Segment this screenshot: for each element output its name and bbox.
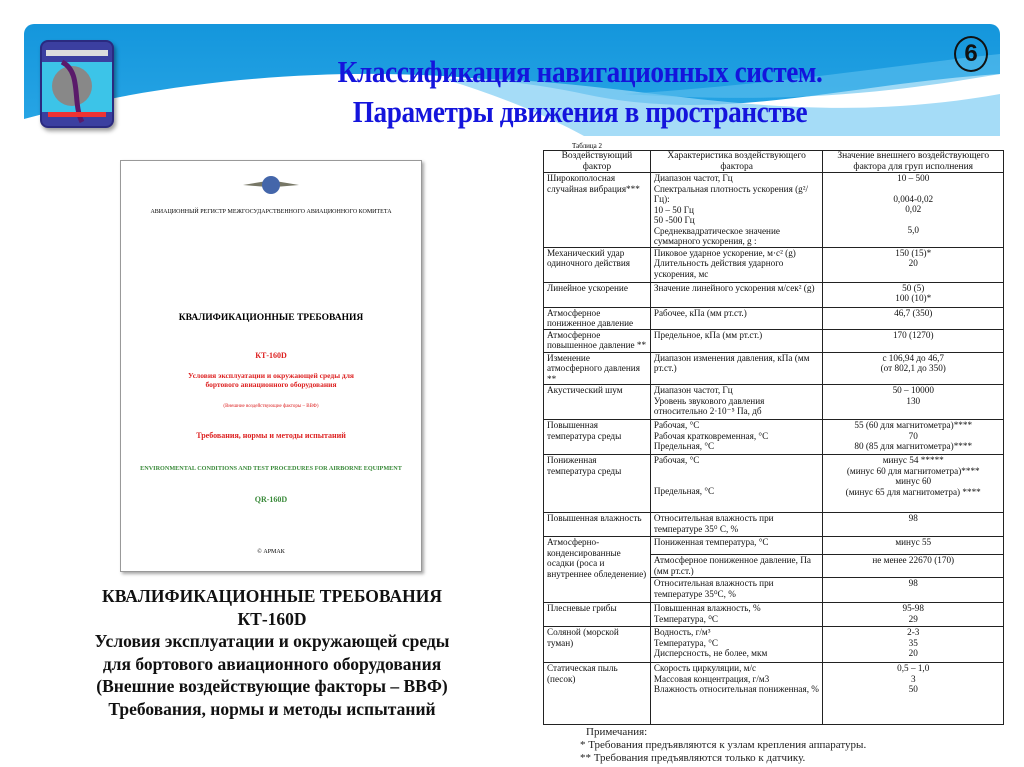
table-row <box>544 420 1004 455</box>
factor-cell: Повышенная температура среды <box>544 420 651 455</box>
value-cell-line: 98 <box>908 513 918 523</box>
factor-cell: Статическая пыль (песок) <box>544 663 651 725</box>
cover-subtitle3: Требования, нормы и методы испытаний <box>196 431 346 440</box>
cover-copyright: © АРМАК <box>257 549 285 555</box>
value-cell-line: 46,7 (350) <box>894 307 933 318</box>
factor-cell: Изменение атмосферного давления ** <box>544 352 651 385</box>
table-row <box>544 173 1004 248</box>
value-cell-line: минус 60 <box>895 476 932 486</box>
value-cell-line <box>826 184 1000 194</box>
column-header: Значение внешнего воздействующего фактора для груп исполнения <box>823 151 1004 173</box>
caption-line: КВАЛИФИКАЦИОННЫЕ ТРЕБОВАНИЯ <box>102 586 442 606</box>
caption-line: Условия эксплуатации и окружающей среды <box>94 631 450 651</box>
factor-cell: Атмосферное повышенное давление ** <box>544 329 651 352</box>
value-cell <box>823 578 1004 603</box>
characteristic-cell-line: 10 – 50 Гц <box>653 204 694 215</box>
table-row <box>544 282 1004 307</box>
characteristic-cell-line: Массовая концентрация, г/м3 <box>653 673 770 684</box>
value-cell-line: 70 <box>908 430 918 441</box>
characteristic-cell-line: Диапазон частот, Гц <box>653 173 733 183</box>
table-label: Таблица 2 <box>572 142 602 150</box>
value-cell <box>823 513 1004 537</box>
factor-cell: Атмосферно-конденсированные осадки (роса и внутреннее обледенение) <box>544 537 651 603</box>
table-row <box>544 627 1004 663</box>
characteristic-cell-line: Предельное, кПа (мм рт.ст.) <box>653 329 763 340</box>
value-cell-line: 29 <box>908 613 918 624</box>
table-row <box>544 663 1004 725</box>
factor-cell: Атмосферное пониженное давление <box>544 307 651 329</box>
characteristic-cell-line: Влажность относительная пониженная, % <box>653 684 819 694</box>
value-cell-line: 130 <box>906 395 921 406</box>
value-cell <box>823 555 1004 578</box>
factor-cell: Плесневые грибы <box>544 603 651 627</box>
note-item: * Требования предъявляются к узлам крепления аппаратуры. <box>580 739 867 751</box>
characteristic-cell <box>650 329 823 352</box>
value-cell-line: 0,5 – 1,0 <box>897 663 930 673</box>
characteristic-cell-line: Атмосферное пониженное давление, Па (мм рт.ст.) <box>653 555 811 576</box>
factor-cell: Пониженная температура среды <box>544 455 651 513</box>
document-cover-image <box>120 160 422 572</box>
caption-line: (Внешние воздействующие факторы – ВВФ) <box>96 676 448 696</box>
characteristic-cell-line: Температура, ⁰С <box>653 613 719 624</box>
value-cell <box>823 455 1004 513</box>
value-cell-line: 95-98 <box>902 603 924 613</box>
cover-org: АВИАЦИОННЫЙ РЕГИСТР МЕЖГОСУДАРСТВЕННОГО АВИАЦИОННОГО КОМИТЕТА <box>150 209 392 215</box>
characteristic-cell-line: Пиковое ударное ускорение, м·с² (g) <box>653 247 796 258</box>
value-cell-line: 98 <box>908 578 918 588</box>
value-cell-line <box>826 215 1000 225</box>
characteristic-cell-line: Диапазон изменения давления, кПа (мм рт.ст.) <box>653 352 810 373</box>
value-cell-line: не менее 22670 (170) <box>872 555 955 565</box>
characteristic-cell <box>650 247 823 282</box>
characteristic-cell <box>650 352 823 385</box>
characteristic-cell-line: Предельная, °С <box>653 441 715 451</box>
value-cell-line: 20 <box>908 648 918 658</box>
value-cell <box>823 352 1004 385</box>
characteristic-cell-line: Скорость циркуляции, м/с <box>653 663 757 673</box>
table-row <box>544 307 1004 329</box>
value-cell-line: 20 <box>908 258 918 268</box>
characteristic-cell-line: Среднеквадратическое значение суммарного ускорения, g : <box>653 225 780 246</box>
characteristic-cell <box>650 537 823 555</box>
value-cell-line: 0,02 <box>905 204 922 214</box>
characteristic-cell-line: Пониженная температура, °С <box>653 537 769 547</box>
emblem-icon <box>121 173 421 204</box>
factor-cell: Механический удар одиночного действия <box>544 247 651 282</box>
characteristic-cell <box>650 173 823 248</box>
table-row <box>544 247 1004 282</box>
column-header: Характеристика воздействующего фактора <box>650 151 823 173</box>
value-cell-line: (минус 60 для магнитометра)**** <box>846 465 980 476</box>
characteristic-cell-line: Относительная влажность при температуре 35⁰ С, % <box>653 513 774 534</box>
value-cell-line: 170 (1270) <box>892 329 934 340</box>
value-cell-line: 2-3 <box>907 627 920 637</box>
table-notes <box>580 726 866 765</box>
slide-title-line2: Параметры движения в пространстве <box>352 94 808 129</box>
table-row <box>544 329 1004 352</box>
value-cell <box>823 282 1004 307</box>
characteristic-cell-line: Дисперсность, не более, мкм <box>653 648 768 658</box>
cover-subtitle2: (Внешние воздействующие факторы – ВВФ) <box>223 404 319 409</box>
value-cell <box>823 307 1004 329</box>
table-row <box>544 385 1004 420</box>
table-row <box>544 603 1004 627</box>
cover-english-code: QR-160D <box>254 495 288 504</box>
environment-factors-table <box>543 150 1004 725</box>
characteristic-cell <box>650 578 823 603</box>
factor-cell: Линейное ускорение <box>544 282 651 307</box>
characteristic-cell <box>650 627 823 663</box>
table-row <box>544 513 1004 537</box>
characteristic-cell-line: 50 -500 Гц <box>653 215 695 225</box>
table-row <box>544 455 1004 513</box>
factor-cell: Соляной (морской туман) <box>544 627 651 663</box>
characteristic-cell <box>650 513 823 537</box>
value-cell-line: с 106,94 до 46,7 <box>882 352 945 363</box>
factor-cell: Повышенная влажность <box>544 513 651 537</box>
characteristic-cell <box>650 603 823 627</box>
value-cell-line: (от 802,1 до 350) <box>880 363 946 373</box>
characteristic-cell-line: Водность, г/м³ <box>653 627 711 637</box>
value-cell-line: минус 55 <box>895 537 932 547</box>
column-header: Воздействующий фактор <box>544 151 651 173</box>
characteristic-cell-line: Относительная влажность при температуре 35⁰С, % <box>653 578 774 599</box>
cover-code: КТ-160D <box>255 351 287 360</box>
value-cell-line: 80 (85 для магнитометра)**** <box>854 441 973 451</box>
characteristic-cell <box>650 307 823 329</box>
value-cell-line: 35 <box>908 637 918 648</box>
value-cell-line: 5,0 <box>907 224 919 235</box>
characteristic-cell-line: Предельная, °С <box>653 485 715 496</box>
value-cell-line: 3 <box>910 673 916 684</box>
value-cell <box>823 329 1004 352</box>
characteristic-cell-line: Рабочая, °С <box>653 455 700 465</box>
cover-english: ENVIRONMENTAL CONDITIONS AND TEST PROCEDURES FOR AIRBORNE EQUIPMENT <box>140 465 402 472</box>
caption-line: КТ-160D <box>237 608 307 629</box>
value-cell <box>823 663 1004 725</box>
value-cell <box>823 385 1004 420</box>
table-row <box>544 537 1004 555</box>
slide-title-line1: Классификация навигационных систем. <box>337 54 823 89</box>
caption-line: Требования, нормы и методы испытаний <box>108 698 436 719</box>
value-cell-line: 50 (5) <box>902 282 925 293</box>
value-cell-line: минус 54 ***** <box>882 455 944 465</box>
characteristic-cell <box>650 663 823 725</box>
factor-cell: Широкополосная случайная вибрация*** <box>544 173 651 248</box>
cover-title: КВАЛИФИКАЦИОННЫЕ ТРЕБОВАНИЯ <box>178 313 364 323</box>
document-caption <box>30 585 514 720</box>
slide-number: 6 <box>954 36 988 72</box>
value-cell-line: 55 (60 для магнитометра)**** <box>854 420 973 430</box>
characteristic-cell-line <box>654 476 820 486</box>
value-cell-line: 0,004-0,02 <box>893 193 934 204</box>
value-cell-line: 150 (15)* <box>895 247 932 258</box>
value-cell <box>823 627 1004 663</box>
value-cell-line: (минус 65 для магнитометра) **** <box>845 486 981 497</box>
characteristic-cell-line: Рабочее, кПа (мм рт.ст.) <box>653 307 747 318</box>
value-cell-line: 100 (10)* <box>895 293 932 303</box>
characteristic-cell-line: Повышенная влажность, % <box>653 603 761 613</box>
value-cell-line: 50 <box>908 684 918 694</box>
cover-subtitle: Условия эксплуатации и окружающей среды для бортового авиационного оборудования <box>188 371 354 389</box>
value-cell <box>823 603 1004 627</box>
value-cell-line: 10 – 500 <box>897 173 930 183</box>
caption-line: для бортового авиационного оборудования <box>102 653 442 674</box>
factor-cell: Акустический шум <box>544 385 651 420</box>
characteristic-cell-line: Уровень звукового давления относительно 2·10⁻⁵ Па, дб <box>653 395 765 416</box>
value-cell <box>823 420 1004 455</box>
characteristic-cell <box>650 420 823 455</box>
value-cell <box>823 247 1004 282</box>
value-cell-line: 50 – 10000 <box>892 385 934 395</box>
characteristic-cell-line: Температура, °С <box>653 637 718 648</box>
characteristic-cell-line: Рабочая, °С <box>653 420 700 430</box>
value-cell <box>823 537 1004 555</box>
characteristic-cell-line: Спектральная плотность ускорения (g²/Гц): <box>653 183 809 204</box>
characteristic-cell-line: Длительность действия ударного ускорения, мс <box>653 258 784 279</box>
characteristic-cell-line: Значение линейного ускорения м/сек² (g) <box>653 282 815 293</box>
characteristic-cell-line <box>654 466 820 476</box>
characteristic-cell-line: Рабочая кратковременная, °С <box>653 430 769 441</box>
institution-logo <box>40 40 114 128</box>
characteristic-cell <box>650 282 823 307</box>
characteristic-cell <box>650 555 823 578</box>
characteristic-cell <box>650 455 823 513</box>
notes-title: Примечания: <box>586 726 648 738</box>
table-header-row <box>544 151 1004 173</box>
characteristic-cell <box>650 385 823 420</box>
table-row <box>544 352 1004 385</box>
note-item: ** Требования предъявляются только к датчику. <box>580 752 806 764</box>
value-cell <box>823 173 1004 248</box>
characteristic-cell-line: Диапазон частот, Гц <box>653 385 733 395</box>
